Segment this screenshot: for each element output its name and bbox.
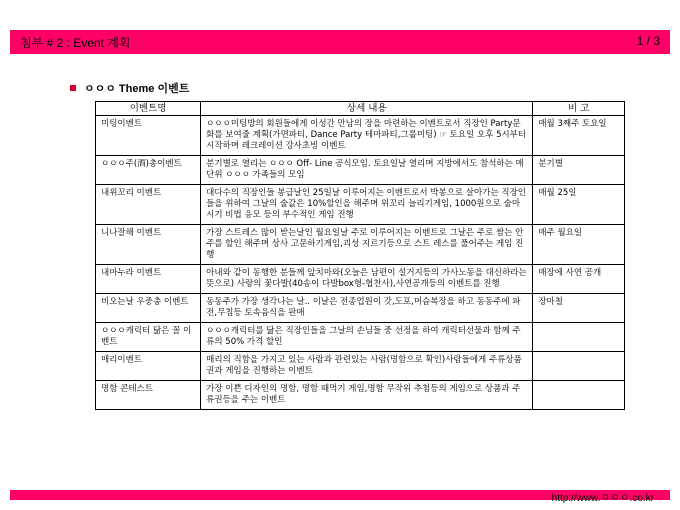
event-note: 장마철 [533,294,625,323]
table-row [96,116,625,156]
table-row [96,294,625,323]
event-detail: ㅇㅇㅇ캐릭터를 닮은 직장인들을 그날의 손님들 중 선정을 하여 캐릭터선물과 함께 주류의 50% 가격 할인 [201,323,533,352]
event-note [533,352,625,381]
event-table [95,101,625,410]
event-name: 내마누라 이벤트 [96,265,201,294]
page-title: 첨부 # 2 : Event 계획 [20,36,131,50]
footer-url[interactable]: http://www.ㅇㅇㅇ.co.kr [551,493,654,504]
event-detail: 분기별로 열리는 ㅇㅇㅇ Off- Line 공식모임. 토요일날 열리며 지방에서도 참석하는 매단위 ㅇㅇㅇ 가족들의 모임 [201,156,533,185]
table-header-row [96,102,625,116]
event-note: 매주 월요일 [533,225,625,265]
table-row [96,381,625,410]
event-detail: 동동주가 가장 생각나는 날.. 이날은 전종업원이 갓,도포,머슴복장을 하고 동동주에 파전,무침등 토속음식을 판매 [201,294,533,323]
table-row [96,225,625,265]
event-note: 매장에 사연 공개 [533,265,625,294]
event-name: 미팅이벤트 [96,116,201,156]
event-name: 니나잘해 이벤트 [96,225,201,265]
event-name: 비오는날 우중충 이벤트 [96,294,201,323]
column-header-name: 이벤트명 [96,102,201,116]
table-row [96,352,625,381]
table-row [96,156,625,185]
event-detail: 아내와 같이 동행한 분들께 앞치마와(오늘은 남편이 설거지등의 가사노동을 대신하라는 뜻으로) 사랑의 꽃다발(40송이 다발box형-협찬사),사연공개등의 이벤트를 진행 [201,265,533,294]
column-header-detail: 상세 내용 [201,102,533,116]
column-header-note: 비 고 [533,102,625,116]
event-name: 명함 콘테스트 [96,381,201,410]
event-detail: ㅇㅇㅇ미팅방의 회원들에게 이성간 만남의 장을 마련하는 이벤트로서 직장인 Party문화를 보여줄 계획(가면파티, Dance Party 테마파티,그룹미팅) ☞ 토요일 오후 5시부터 시작하며 레크레이션 강사초빙 이벤트 [201,116,533,156]
section-heading [70,80,189,96]
event-name: 내위꼬리 이벤트 [96,185,201,225]
event-note: 매월 25일 [533,185,625,225]
event-name: ㅇㅇㅇ주(酒)총이벤트 [96,156,201,185]
title-bar [10,30,670,54]
table-row [96,323,625,352]
event-detail: 가장 이쁜 디자인의 명함, 명함 때먹기 게임,명함 무작위 추첨등의 게임으로 상품과 주류권등을 주는 이벤트 [201,381,533,410]
table-row [96,185,625,225]
table-row [96,265,625,294]
square-bullet-icon [70,85,76,91]
event-detail: 매리의 직함을 가지고 있는 사람과 관련있는 사람(명함으로 확인)사람들에게 주류상품권과 게임을 진행하는 이벤트 [201,352,533,381]
section-title: ㅇㅇㅇ Theme 이벤트 [84,83,190,95]
event-name: 매리이벤트 [96,352,201,381]
event-detail: 가장 스트레스 많이 받는날인 월요일날 주로 이루어지는 이벤트로 그날은 주로 쌈는 안주를 할인 해주며 상사 고문하기게임,괴성 지르기등으로 스트 레스를 풀어주는 게임 진행 [201,225,533,265]
event-note: 분기별 [533,156,625,185]
event-note [533,323,625,352]
event-name: ㅇㅇㅇ캐릭터 닮은 꼴 이벤트 [96,323,201,352]
event-note: 매월 3째주 토요일 [533,116,625,156]
event-detail: 대다수의 직장인들 봉급날인 25일날 이루어지는 이벤트로서 박봉으로 살아가는 직장인들을 위하여 그날의 술값은 10%할인을 해주며 위꼬리 늘리기게임, 1000원으로 술마시기 비법 응모 등의 부수적인 게임 진행 [201,185,533,225]
page-number: 1 / 3 [636,34,660,48]
event-note [533,381,625,410]
